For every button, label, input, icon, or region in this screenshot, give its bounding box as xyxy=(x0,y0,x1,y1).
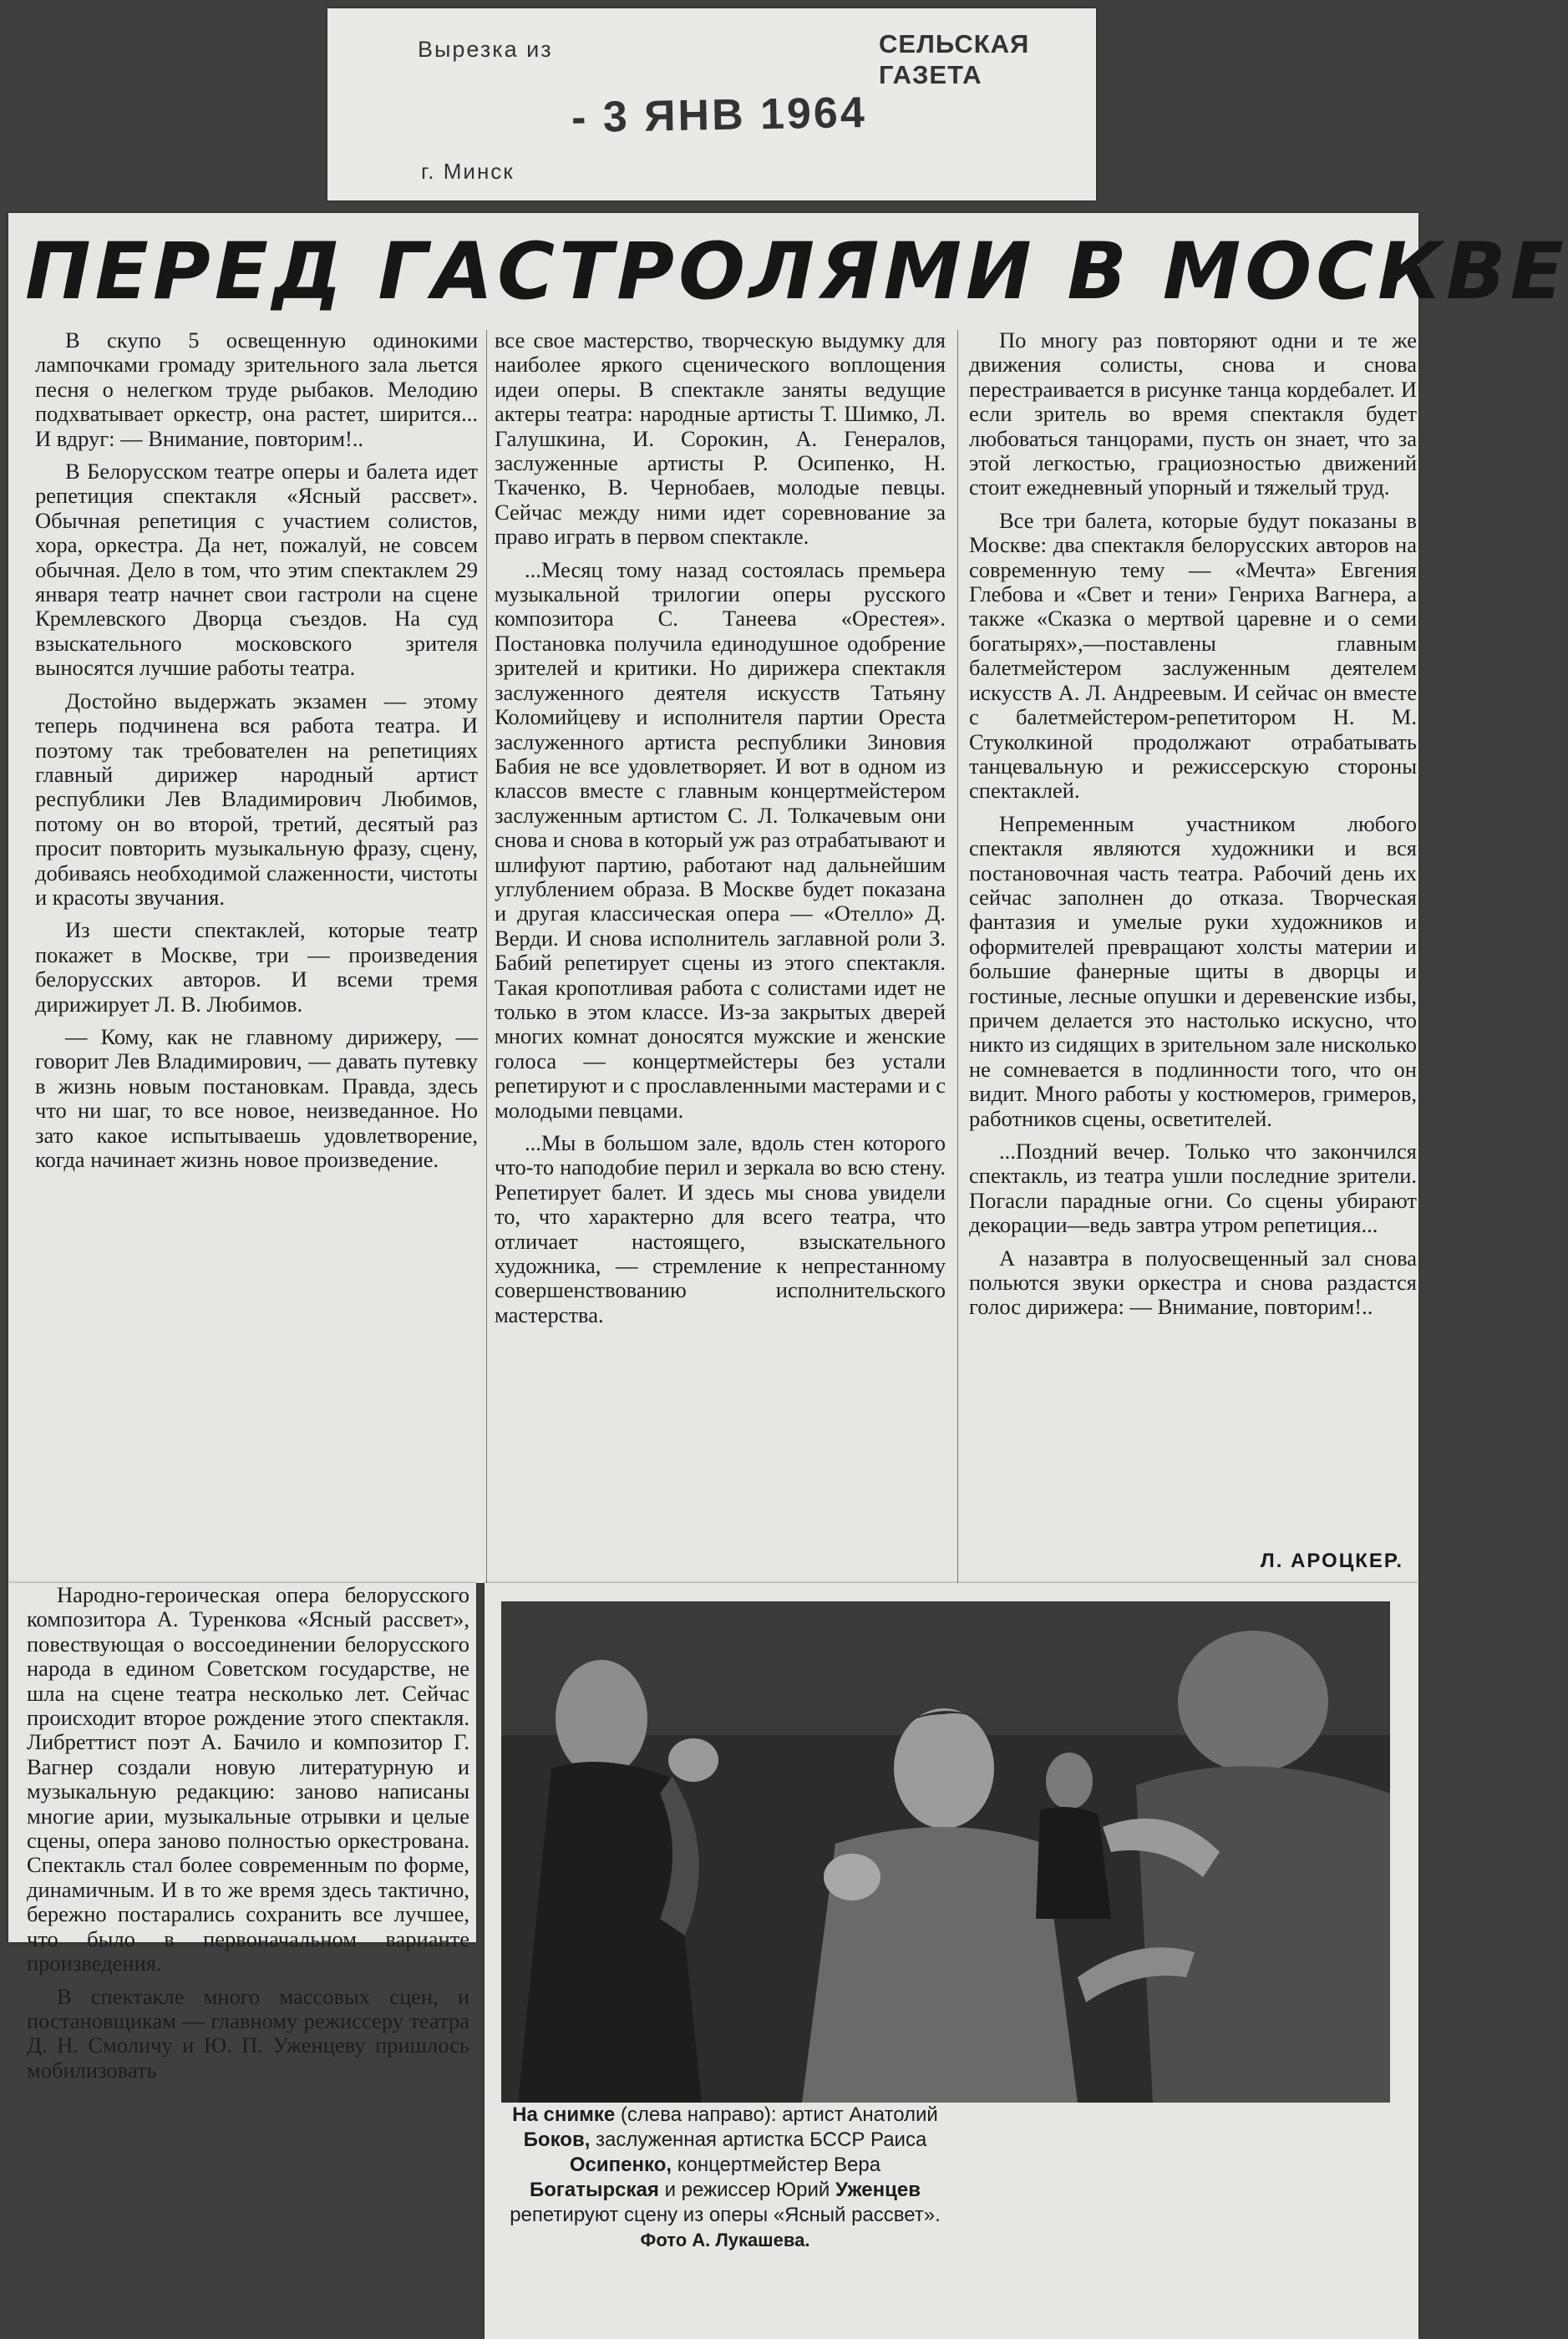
caption-text: (слева направо): артист Анатолий xyxy=(620,2103,938,2126)
caption-name: Осипенко, xyxy=(569,2154,672,2176)
city-label: г. Минск xyxy=(421,159,515,184)
rehearsal-photo xyxy=(501,1601,1390,2103)
paragraph: В Белорусском театре оперы и балета идет репетиция спектакля «Ясный рассвет». Обычная репетиция с участием солистов, хора, оркестра. Да нет, пожалуй, не совсем обычная. Дело в том, что этим спектаклем 29 января театр начнет свои гастроли на сцене Кремлевского Дворца съездов. На суд взыскательного московского зрителя выносятся лучшие работы театра. xyxy=(35,459,478,681)
paragraph: все свое мастерство, творческую выдумку для наиболее яркого сценического воплощения идеи оперы. В спектакле заняты ведущие актеры театра: народные артисты Т. Шимко, Л. Галушкина, И. Сорокин, А. Генералов, заслуженные артисты Р. Осипенко, Н. Ткаченко, В. Чернобаев, молодые певцы. Сейчас между ними идет соревнование за право играть в первом спектакле. xyxy=(495,327,946,550)
photo-caption xyxy=(501,2103,949,2253)
column-divider xyxy=(486,330,487,1600)
caption-text: репетируют сцену из оперы «Ясный рассвет». xyxy=(510,2204,941,2226)
caption-name: Боков, xyxy=(523,2128,591,2151)
paragraph: ...Мы в большом зале, вдоль стен которого что-то наподобие перил и зеркала во всю стену. Репетирует балет. И здесь мы снова увидели то, что характерно для всего театра, что отличает настоящего, взыскательного художника, — стремление к непрестанному совершенствованию исполнительского мастерства. xyxy=(495,1130,946,1327)
date-stamp: - 3 ЯНВ 1964 xyxy=(571,88,868,143)
caption-text: заслуженная артистка БССР Раиса xyxy=(596,2128,927,2151)
paragraph: В спектакле много массовых сцен, и постановщикам — главному режиссеру театра Д. Н. Смоличу и Ю. П. Уженцеву пришлось мобилизовать xyxy=(27,1983,469,2083)
paragraph: Достойно выдержать экзамен — этому теперь подчинена вся работа театра. И поэтому так требователен на репетициях главный дирижер народный артист республики Лев Владимирович Любимов, потому он во второй, третий, десятый раз просит повторить музыкальную фразу, сцену, добиваясь необходимой слаженности, чистоты и красоты звучания. xyxy=(35,687,478,910)
paragraph: — Кому, как не главному дирижеру, — говорит Лев Владимирович, — давать путевку в жизнь новым постановкам. Правда, здесь что ни шаг, то все новое, неизведанное. Но зато какое испытываешь удовлетворение, когда начинает жизнь новое произведение. xyxy=(35,1023,478,1172)
column-divider xyxy=(957,330,958,1583)
headline: ПЕРЕД ГАСТРОЛЯМИ В МОСКВЕ xyxy=(25,226,1568,317)
photo-block xyxy=(485,1583,1418,2339)
article-column-1 xyxy=(35,328,478,1573)
paragraph: Все три балета, которые будут показаны в Москве: два спектакля белорусских авторов на современную тему — «Мечта» Евгения Глебова и «Свет и тени» Генриха Вагнера, а также «Сказка о мертвой царевне и о семи богатырях»,—поставлены главным балетмейстером заслуженным деятелем искусств А. Л. Андреевым. И сейчас он вместе с балетмейстером-репетитором Н. М. Стуколкиной продолжают отрабатывать танцевальную и режиссерскую стороны спектаклей. xyxy=(969,507,1417,804)
caption-name: Богатырская xyxy=(530,2179,659,2201)
paragraph: ...Поздний вечер. Только что закончился спектакль, из театра ушли последние зрители. Погасли парадные огни. Со сцены убирают декорации—ведь завтра утром репетиция... xyxy=(969,1139,1417,1238)
paragraph: В скупо 5 освещенную одинокими лампочками громаду зрительного зала льется песня о нелегком труде рыбаков. Мелодию подхватывает оркестр, она растет, ширится... И вдруг: — Внимание, повторим!.. xyxy=(35,327,478,451)
clipping-label xyxy=(327,8,1096,200)
caption-text: концертмейстер Вера xyxy=(677,2154,881,2176)
clipping-from-label: Вырезка из xyxy=(418,37,553,62)
newspaper-name: СЕЛЬСКАЯ ГАЗЕТА xyxy=(879,29,1030,89)
paragraph: Из шести спектаклей, которые театр покажет в Москве, три — произведения белорусских авторов. И всеми тремя дирижирует Л. В. Любимов. xyxy=(35,917,478,1017)
caption-text: и режиссер Юрий xyxy=(664,2179,830,2201)
caption-lead: На снимке xyxy=(512,2103,616,2126)
article-column-2 xyxy=(495,328,946,1715)
photo-credit: Фото А. Лукашева. xyxy=(640,2230,810,2250)
caption-name: Уженцев xyxy=(835,2179,921,2201)
author-signature: Л. АРОЦКЕР. xyxy=(1260,1550,1403,1572)
paragraph: По многу раз повторяют одни и те же движения солисты, снова и снова перестраивается в рисунке танца кордебалет. И если зритель во время спектакля будет любоваться танцорами, пусть он знает, что за этой легкостью, грациозностью движений стоит ежедневный упорный и тяжелый труд. xyxy=(969,327,1417,500)
article-column-3 xyxy=(969,328,1417,1698)
article-continuation xyxy=(8,1582,476,2083)
article xyxy=(8,213,1568,1583)
article-column-1-continued xyxy=(27,1583,469,2091)
paragraph: Непременным участником любого спектакля являются художники и вся постановочная часть театра. Рабочий день их сейчас заполнен до отказа. Творческая фантазия и умелые руки художников и оформителей превращают холсты материи и большие фанерные щиты в дворцы и гостиные, лесные опушки и деревенские избы, причем делается это настолько искусно, что никто из сидящих в зрительном зале нисколько не сомневается в подлинности того, что он видит. Много работы у костюмеров, гримеров, работников сцены, осветителей. xyxy=(969,810,1417,1131)
paragraph: ...Месяц тому назад состоялась премьера музыкальной трилогии оперы русского композитора С. Танеева «Орестея». Постановка получила единодушное одобрение зрителей и критики. Но дирижера спектакля заслуженного деятеля искусств Татьяну Коломийцеву и исполнителя партии Ореста заслуженного артиста республики Зиновия Бабия не все удовлетворяет. И вот в одном из классов вместе с главным концертмейстером заслуженным артистом С. Л. Толкачевым они снова и снова в который уж раз отрабатывают и шлифуют партию, работают над дальнейшим углублением образа. В Москве будет показана и другая классическая опера — «Отелло» Д. Верди. И снова исполнитель заглавной роли З. Бабий репетирует сцены из этого спектакля. Такая кропотливая работа с солистами идет не только в этом классе. Из-за закрытых дверей многих комнат доносятся мужские и женские голоса — концертмейстеры без устали репетируют и с прославленными мастерами и с молодыми певцами. xyxy=(495,556,946,1123)
paragraph: Народно-героическая опера белорусского композитора А. Туренкова «Ясный рассвет», повествующая о воссоединении белорусского народа в едином Советском государстве, не шла на сцене театра несколько лет. Сейчас происходит второе рождение этого спектакля. Либреттист поэт А. Бачило и композитор Г. Вагнер создали новую литературную и музыкальную редакцию: заново написаны многие арии, музыкальные отрывки и целые сцены, опера заново полностью оркестрована. Спектакль стал более современным по форме, динамичным. И в то же время здесь тактично, бережно постарались сохранить все лучшее, что было в первоначальном варианте произведения. xyxy=(27,1582,469,1976)
paragraph: А назавтра в полуосвещенный зал снова польются звуки оркестра и снова раздастся голос дирижера: — Внимание, повторим!.. xyxy=(969,1245,1417,1320)
